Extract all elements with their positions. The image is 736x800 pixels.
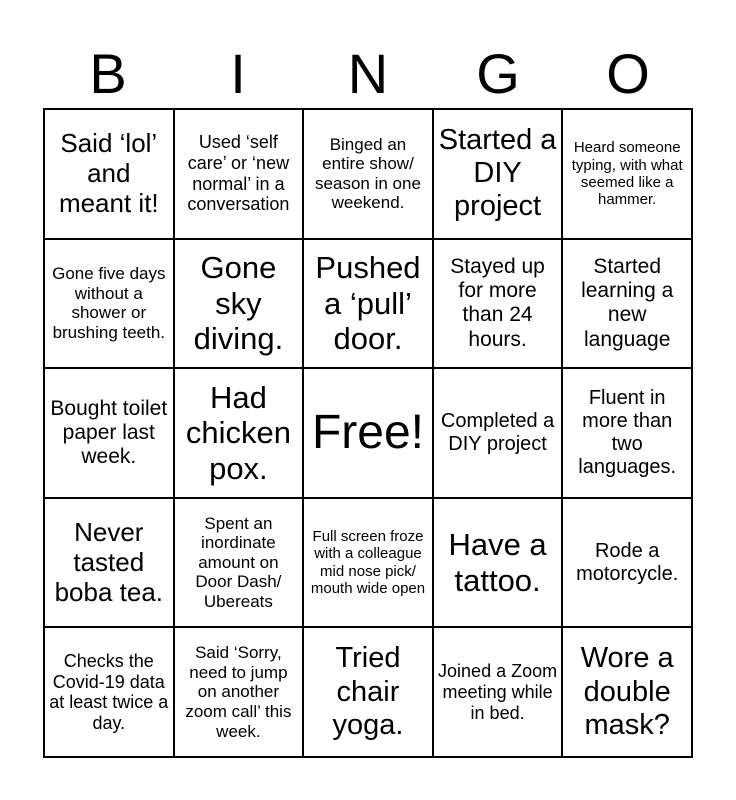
header-letter-g: G: [476, 42, 520, 105]
bingo-cell[interactable]: Started a DIY project: [433, 109, 563, 239]
header-letter-i: I: [230, 42, 246, 105]
bingo-cell[interactable]: Completed a DIY project: [433, 368, 563, 498]
header-letter-o: O: [606, 42, 650, 105]
bingo-cell[interactable]: Said ‘Sorry, need to jump on another zoom call’ this week.: [174, 627, 304, 757]
bingo-cell[interactable]: Gone sky diving.: [174, 239, 304, 369]
bingo-cell[interactable]: Gone five days without a shower or brushing teeth.: [44, 239, 174, 369]
bingo-row: [44, 627, 692, 757]
bingo-cell[interactable]: Said ‘lol’ and meant it!: [44, 109, 174, 239]
bingo-row: [44, 368, 692, 498]
bingo-cell[interactable]: Heard someone typing, with what seemed like a hammer.: [562, 109, 692, 239]
bingo-cell[interactable]: Wore a double mask?: [562, 627, 692, 757]
bingo-cell[interactable]: Pushed a ‘pull’ door.: [303, 239, 433, 369]
bingo-cell[interactable]: Tried chair yoga.: [303, 627, 433, 757]
bingo-cell[interactable]: Stayed up for more than 24 hours.: [433, 239, 563, 369]
bingo-cell[interactable]: Had chicken pox.: [174, 368, 304, 498]
bingo-cell[interactable]: Never tasted boba tea.: [44, 498, 174, 628]
bingo-row: [44, 498, 692, 628]
bingo-cell[interactable]: Rode a motorcycle.: [562, 498, 692, 628]
bingo-cell[interactable]: Joined a Zoom meeting while in bed.: [433, 627, 563, 757]
bingo-cell[interactable]: Full screen froze with a colleague mid nose pick/ mouth wide open: [303, 498, 433, 628]
header-letter-b: B: [89, 42, 127, 105]
bingo-cell[interactable]: Started learning a new language: [562, 239, 692, 369]
bingo-header: [43, 40, 693, 108]
bingo-cell[interactable]: Bought toilet paper last week.: [44, 368, 174, 498]
bingo-cell[interactable]: Used ‘self care’ or ‘new normal’ in a conversation: [174, 109, 304, 239]
header-letter-n: N: [347, 42, 389, 105]
bingo-grid: [43, 108, 693, 758]
bingo-cell[interactable]: Binged an entire show/ season in one weekend.: [303, 109, 433, 239]
bingo-row: [44, 109, 692, 239]
bingo-cell[interactable]: Fluent in more than two languages.: [562, 368, 692, 498]
bingo-cell[interactable]: Spent an inordinate amount on Door Dash/ Ubereats: [174, 498, 304, 628]
free-cell[interactable]: Free!: [303, 368, 433, 498]
bingo-cell[interactable]: Checks the Covid-19 data at least twice a day.: [44, 627, 174, 757]
bingo-cell[interactable]: Have a tattoo.: [433, 498, 563, 628]
bingo-row: [44, 239, 692, 369]
